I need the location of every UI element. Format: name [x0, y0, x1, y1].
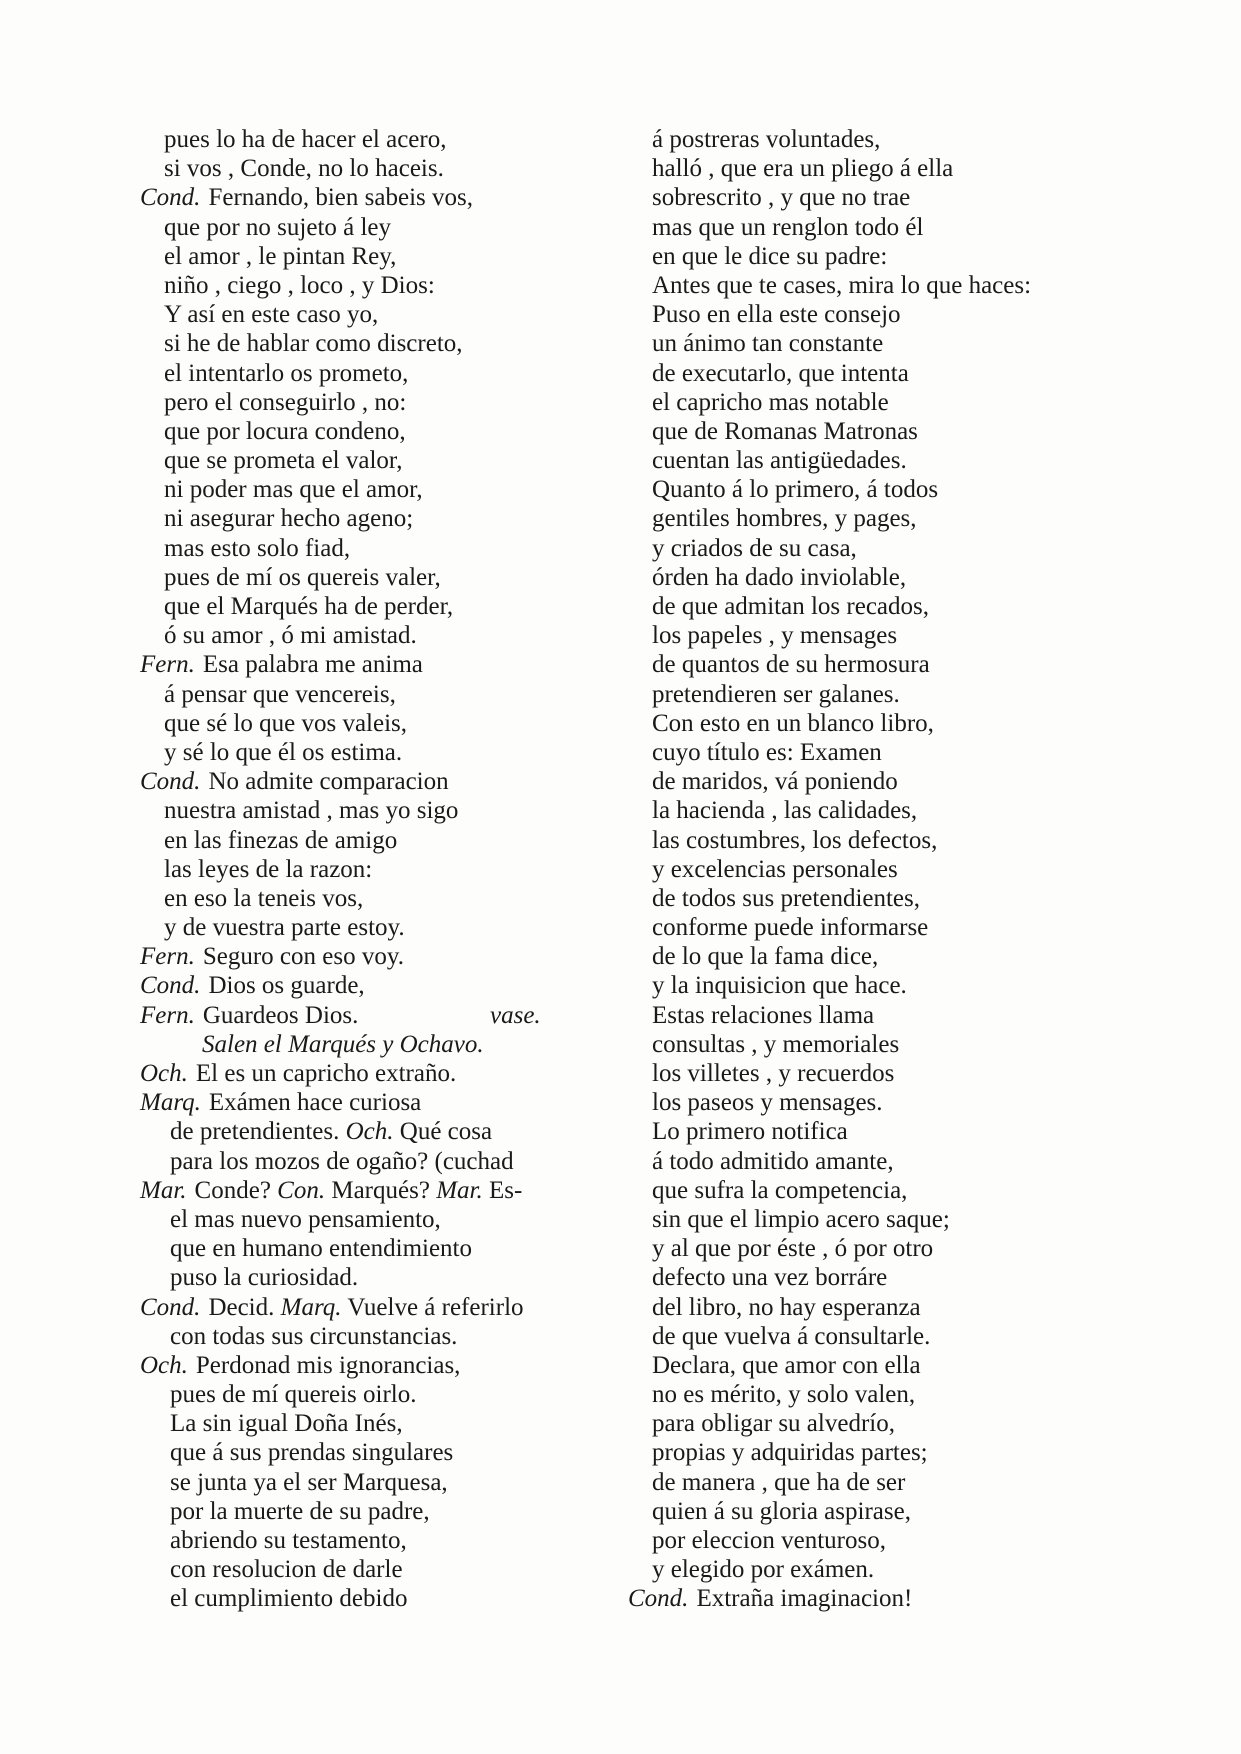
verse-text: que á sus prendas singulares — [170, 1439, 454, 1467]
speaker-label: Marq. — [280, 1293, 342, 1321]
verse-line — [628, 154, 1148, 183]
verse-text: de lo que la fama dice, — [652, 943, 879, 971]
verse-text: Guardeos Dios. — [202, 1001, 359, 1029]
verse-text: y al que por éste , ó por otro — [652, 1235, 934, 1263]
verse-line — [140, 767, 610, 796]
verse-line — [628, 534, 1148, 563]
speaker-label: Fern. — [140, 651, 195, 679]
verse-text: que sufra la competencia, — [652, 1176, 908, 1204]
verse-text: el mas nuevo pensamiento, — [170, 1205, 441, 1233]
verse-line — [140, 1176, 610, 1205]
verse-text: de executarlo, que intenta — [652, 359, 909, 387]
verse-text: por la muerte de su padre, — [170, 1497, 430, 1525]
stage-direction: vase. — [490, 1001, 541, 1029]
verse-line — [140, 680, 610, 709]
verse-line — [628, 504, 1148, 533]
verse-line — [628, 1409, 1148, 1438]
verse-text: que el Marqués ha de perder, — [164, 593, 454, 620]
verse-line — [140, 388, 610, 417]
verse-text: que por locura condeno, — [164, 417, 406, 445]
verse-text: á todo admitido amante, — [652, 1147, 894, 1175]
verse-text: los papeles , y mensages — [652, 622, 898, 650]
verse-line — [628, 1351, 1148, 1380]
speaker-label: Cond. — [140, 1293, 201, 1321]
verse-text: Estas relaciones llama — [652, 1001, 875, 1029]
verse-line — [140, 1147, 610, 1176]
verse-line — [140, 329, 610, 358]
verse-text: el amor , le pintan Rey, — [164, 242, 397, 270]
verse-text: los villetes , y recuerdos — [652, 1060, 895, 1087]
verse-text: No admite comparacion — [208, 768, 449, 796]
right-text-column — [628, 125, 1148, 1614]
verse-text: Y así en este caso yo, — [164, 301, 379, 329]
verse-line — [628, 183, 1148, 212]
verse-line — [628, 1059, 1148, 1088]
verse-line — [628, 1526, 1148, 1555]
verse-line — [140, 884, 610, 913]
verse-line — [140, 1526, 610, 1555]
verse-line — [628, 738, 1148, 767]
verse-line — [140, 1351, 610, 1380]
verse-line — [628, 1322, 1148, 1351]
verse-line — [628, 884, 1148, 913]
verse-line — [140, 1468, 610, 1497]
verse-line — [628, 650, 1148, 679]
verse-line — [628, 242, 1148, 271]
verse-line — [628, 1147, 1148, 1176]
verse-text: abriendo su testamento, — [170, 1527, 407, 1554]
verse-line — [628, 1555, 1148, 1584]
verse-line — [628, 1001, 1148, 1030]
verse-text: las costumbres, los defectos, — [652, 826, 938, 854]
verse-text: Extraña imaginacion! — [696, 1585, 913, 1613]
verse-text: de maridos, vá poniendo — [652, 768, 898, 796]
verse-text: de quantos de su hermosura — [652, 651, 930, 679]
speaker-label: Cond. — [628, 1585, 689, 1613]
verse-line — [628, 592, 1148, 621]
verse-text: La sin igual Doña Inés, — [170, 1410, 403, 1438]
verse-text: Es- — [488, 1176, 523, 1204]
verse-text: de que vuelva á consultarle. — [652, 1322, 931, 1350]
verse-text: y sé lo que él os estima. — [164, 738, 403, 766]
verse-line — [140, 621, 610, 650]
verse-text: las leyes de la razon: — [164, 855, 373, 883]
verse-line — [140, 534, 610, 563]
speaker-label: Marq. — [140, 1089, 201, 1117]
verse-line — [140, 504, 610, 533]
verse-text: propias y adquiridas partes; — [652, 1439, 928, 1467]
verse-text: pero el conseguirlo , no: — [164, 388, 407, 416]
verse-text: si he de hablar como discreto, — [164, 330, 463, 358]
speaker-label: Cond. — [140, 184, 201, 212]
verse-text: para obligar su alvedrío, — [652, 1410, 895, 1438]
verse-line — [628, 767, 1148, 796]
verse-text: pues de mí os quereis valer, — [164, 563, 441, 591]
speaker-label: Mar. — [436, 1176, 483, 1204]
left-text-column — [140, 125, 610, 1614]
verse-text: por eleccion venturoso, — [652, 1527, 886, 1554]
verse-line — [140, 154, 610, 183]
verse-text: con resolucion de darle — [170, 1556, 403, 1584]
verse-text: á postreras voluntades, — [652, 126, 881, 153]
verse-line — [628, 1584, 1148, 1613]
speaker-label: Cond. — [140, 972, 201, 1000]
verse-line — [140, 213, 610, 242]
verse-text: y excelencias personales — [652, 855, 898, 883]
verse-text: pues lo ha de hacer el acero, — [164, 126, 447, 153]
verse-line — [628, 446, 1148, 475]
verse-line — [140, 475, 610, 504]
verse-text: El es un capricho extraño. — [195, 1060, 457, 1087]
speaker-label: Och. — [345, 1118, 394, 1146]
verse-line — [140, 1263, 610, 1292]
verse-text: gentiles hombres, y pages, — [652, 505, 917, 533]
verse-text: de manera , que ha de ser — [652, 1468, 906, 1496]
verse-line — [628, 271, 1148, 300]
verse-line — [628, 621, 1148, 650]
verse-line — [628, 913, 1148, 942]
verse-line — [628, 1234, 1148, 1263]
verse-text: Esa palabra me anima — [202, 651, 423, 679]
verse-text: que sé lo que vos valeis, — [164, 709, 408, 737]
verse-text: ó su amor , ó mi amistad. — [164, 622, 417, 650]
verse-text: Perdonad mis ignorancias, — [195, 1351, 461, 1379]
verse-line — [140, 1584, 610, 1613]
verse-line — [140, 1030, 610, 1059]
verse-line — [628, 417, 1148, 446]
verse-text: para los mozos de ogaño? (cuchad — [170, 1147, 514, 1175]
verse-text: Marqués? — [331, 1176, 430, 1204]
verse-line — [140, 1380, 610, 1409]
verse-text: con todas sus circunstancias. — [170, 1322, 458, 1350]
verse-text: la hacienda , las calidades, — [652, 797, 918, 825]
verse-text: Qué cosa — [399, 1118, 493, 1146]
verse-text: de todos sus pretendientes, — [652, 884, 921, 912]
verse-text: se junta ya el ser Marquesa, — [170, 1468, 448, 1496]
speaker-label: Fern. — [140, 1001, 195, 1029]
verse-line — [140, 709, 610, 738]
verse-text: que en humano entendimiento — [170, 1235, 473, 1263]
verse-line — [140, 1001, 610, 1030]
verse-line — [628, 1205, 1148, 1234]
verse-line — [628, 329, 1148, 358]
verse-text: á pensar que vencereis, — [164, 680, 396, 708]
verse-text: que se prometa el valor, — [164, 447, 403, 475]
verse-text: Quanto á lo primero, á todos — [652, 476, 939, 504]
verse-text: y la inquisicion que hace. — [652, 972, 907, 1000]
verse-line — [628, 1468, 1148, 1497]
verse-text: halló , que era un pliego á ella — [652, 155, 954, 183]
verse-text: Puso en ella este consejo — [652, 301, 901, 329]
verse-line — [628, 1117, 1148, 1146]
verse-text: de que admitan los recados, — [652, 593, 929, 620]
verse-text: y elegido por exámen. — [652, 1556, 875, 1584]
verse-line — [140, 1205, 610, 1234]
verse-line — [140, 271, 610, 300]
verse-text: órden ha dado inviolable, — [652, 563, 907, 591]
verse-text: pues de mí quereis oirlo. — [170, 1381, 417, 1409]
speaker-label: Cond. — [140, 768, 201, 796]
verse-text: Seguro con eso voy. — [202, 943, 404, 971]
verse-text: Fernando, bien sabeis vos, — [208, 184, 473, 212]
verse-text: consultas , y memoriales — [652, 1030, 900, 1058]
verse-line — [140, 446, 610, 475]
verse-line — [628, 942, 1148, 971]
verse-text: Lo primero notifica — [652, 1118, 848, 1146]
verse-line — [140, 738, 610, 767]
verse-text: sobrescrito , y que no trae — [652, 184, 911, 212]
verse-line — [140, 300, 610, 329]
verse-text: y de vuestra parte estoy. — [164, 914, 405, 942]
verse-text: niño , ciego , loco , y Dios: — [164, 271, 435, 299]
verse-line — [140, 592, 610, 621]
verse-text: en que le dice su padre: — [652, 242, 888, 270]
verse-line — [140, 796, 610, 825]
verse-line — [140, 417, 610, 446]
stage-direction: Salen el Marqués y Ochavo. — [202, 1030, 484, 1058]
verse-text: el intentarlo os prometo, — [164, 359, 409, 387]
verse-text: defecto una vez borráre — [652, 1264, 888, 1292]
verse-line — [140, 1293, 610, 1322]
verse-line — [628, 1176, 1148, 1205]
verse-line — [140, 1234, 610, 1263]
verse-line — [628, 388, 1148, 417]
verse-text: ni asegurar hecho ageno; — [164, 505, 414, 533]
verse-line — [140, 1322, 610, 1351]
verse-text: Decid. — [208, 1293, 275, 1321]
verse-text: y criados de su casa, — [652, 534, 857, 562]
verse-line — [140, 826, 610, 855]
verse-line — [140, 1438, 610, 1467]
verse-text: mas que un renglon todo él — [652, 213, 924, 241]
verse-line — [628, 1088, 1148, 1117]
verse-text: que de Romanas Matronas — [652, 417, 918, 445]
verse-line — [628, 1293, 1148, 1322]
verse-text: cuyo título es: Examen — [652, 738, 882, 766]
verse-line — [628, 359, 1148, 388]
verse-line — [628, 826, 1148, 855]
verse-line — [628, 796, 1148, 825]
verse-text: que por no sujeto á ley — [164, 213, 392, 241]
verse-line — [628, 709, 1148, 738]
verse-line — [140, 1497, 610, 1526]
verse-text: Conde? — [194, 1176, 271, 1204]
verse-text: Declara, que amor con ella — [652, 1351, 921, 1379]
verse-line — [140, 913, 610, 942]
speaker-label: Con. — [277, 1176, 326, 1204]
verse-line — [628, 1380, 1148, 1409]
verse-line — [628, 475, 1148, 504]
verse-text: Con esto en un blanco libro, — [652, 709, 934, 737]
verse-line — [140, 942, 610, 971]
verse-line — [628, 213, 1148, 242]
verse-text: de pretendientes. — [170, 1118, 340, 1146]
verse-line — [140, 125, 610, 154]
verse-line — [628, 1497, 1148, 1526]
verse-line — [140, 183, 610, 212]
verse-line — [628, 1263, 1148, 1292]
verse-text: del libro, no hay esperanza — [652, 1293, 921, 1321]
verse-text: ni poder mas que el amor, — [164, 476, 423, 504]
verse-text: mas esto solo fiad, — [164, 534, 351, 562]
verse-text: conforme puede informarse — [652, 914, 929, 942]
verse-text: Antes que te cases, mira lo que haces: — [652, 271, 1032, 299]
verse-line — [140, 359, 610, 388]
verse-text: los paseos y mensages. — [652, 1089, 883, 1117]
verse-line — [140, 563, 610, 592]
speaker-label: Fern. — [140, 943, 195, 971]
verse-text: en eso la teneis vos, — [164, 884, 364, 912]
verse-line — [140, 1409, 610, 1438]
verse-line — [628, 971, 1148, 1000]
verse-text: si vos , Conde, no lo haceis. — [164, 155, 444, 183]
speaker-label: Mar. — [140, 1176, 187, 1204]
verse-line — [140, 1059, 610, 1088]
verse-line — [140, 1088, 610, 1117]
verse-text: puso la curiosidad. — [170, 1264, 359, 1292]
speaker-label: Och. — [140, 1060, 188, 1087]
verse-line — [628, 1438, 1148, 1467]
verse-text: en las finezas de amigo — [164, 826, 398, 854]
verse-text: un ánimo tan constante — [652, 330, 884, 358]
verse-text: cuentan las antigüedades. — [652, 447, 907, 475]
verse-line — [140, 971, 610, 1000]
verse-line — [628, 563, 1148, 592]
verse-text: el cumplimiento debido — [170, 1585, 408, 1613]
verse-line — [628, 680, 1148, 709]
speaker-label: Och. — [140, 1351, 188, 1379]
verse-text: no es mérito, y solo valen, — [652, 1381, 916, 1409]
verse-line — [140, 242, 610, 271]
verse-text: el capricho mas notable — [652, 388, 889, 416]
verse-line — [628, 1030, 1148, 1059]
verse-line — [140, 1555, 610, 1584]
verse-line — [140, 650, 610, 679]
verse-text: Vuelve á referirlo — [347, 1293, 524, 1321]
verse-line — [628, 125, 1148, 154]
verse-line — [140, 1117, 610, 1146]
verse-line — [140, 855, 610, 884]
verse-text: Dios os guarde, — [208, 972, 365, 1000]
verse-text: quien á su gloria aspirase, — [652, 1497, 911, 1525]
verse-text: sin que el limpio acero saque; — [652, 1205, 950, 1233]
verse-text: nuestra amistad , mas yo sigo — [164, 797, 459, 825]
verse-line — [628, 300, 1148, 329]
verse-line — [628, 855, 1148, 884]
verse-text: Exámen hace curiosa — [208, 1089, 422, 1117]
verse-text: pretendieren ser galanes. — [652, 680, 900, 708]
